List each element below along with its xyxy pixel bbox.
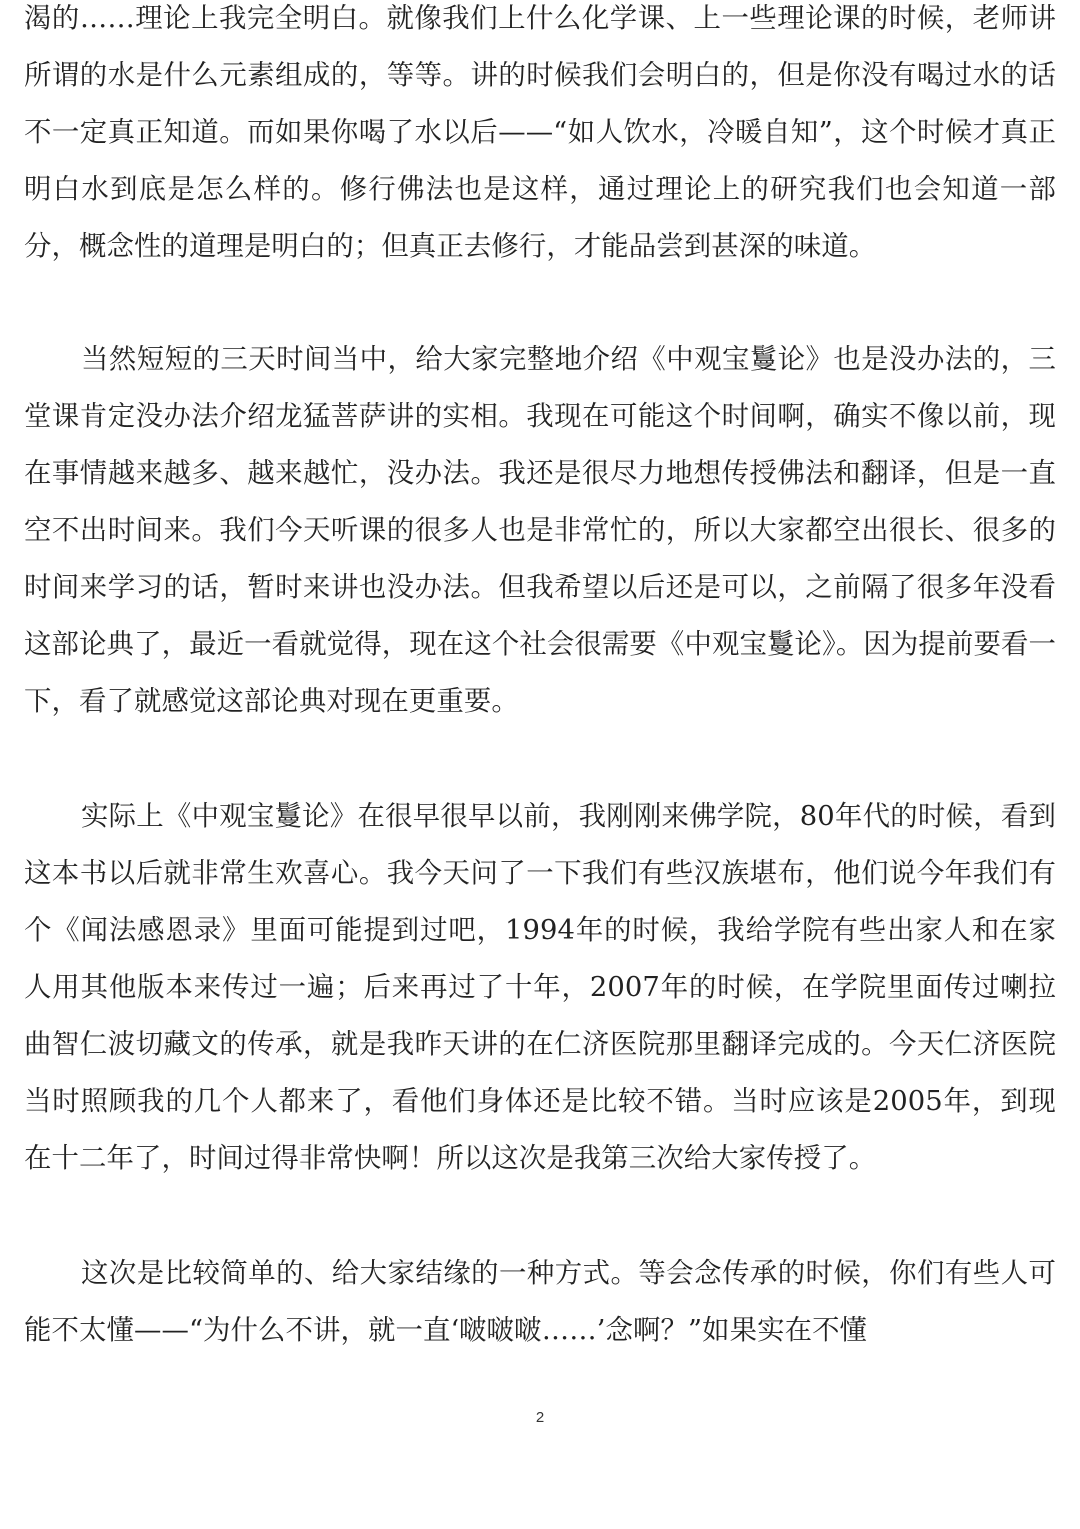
paragraph-spacer	[24, 730, 1056, 787]
page-number: 2	[535, 1409, 545, 1426]
paragraph-spacer	[24, 1187, 1056, 1244]
paragraph-spacer	[24, 275, 1056, 332]
document-body	[24, 0, 1056, 1359]
paragraph-2: 当然短短的三天时间当中，给大家完整地介绍《中观宝鬘论》也是没办法的，三堂课肯定没办法介绍龙猛菩萨讲的实相。我现在可能这个时间啊，确实不像以前，现在事情越来越多、越来越忙，没办法。我还是很尽力地想传授佛法和翻译，但是一直空不出时间来。我们今天听课的很多人也是非常忙的，所以大家都空出很长、很多的时间来学习的话，暂时来讲也没办法。但我希望以后还是可以，之前隔了很多年没看这部论典了，最近一看就觉得，现在这个社会很需要《中观宝鬘论》。因为提前要看一下，看了就感觉这部论典对现在更重要。	[24, 344, 1056, 717]
paragraph-1: 渴的……理论上我完全明白。就像我们上什么化学课、上一些理论课的时候，老师讲所谓的水是什么元素组成的，等等。讲的时候我们会明白的，但是你没有喝过水的话不一定真正知道。而如果你喝了水以后——“如人饮水，冷暖自知”，这个时候才真正明白水到底是怎么样的。修行佛法也是这样，通过理论上的研究我们也会知道一部分，概念性的道理是明白的；但真正去修行，才能品尝到甚深的味道。	[24, 3, 1056, 262]
paragraph-3: 实际上《中观宝鬘论》在很早很早以前，我刚刚来佛学院，80年代的时候，看到这本书以后就非常生欢喜心。我今天问了一下我们有些汉族堪布，他们说今年我们有个《闻法感恩录》里面可能提到过吧，1994年的时候，我给学院有些出家人和在家人用其他版本来传过一遍；后来再过了十年，2007年的时候，在学院里面传过喇拉曲智仁波切藏文的传承，就是我昨天讲的在仁济医院那里翻译完成的。今天仁济医院当时照顾我的几个人都来了，看他们身体还是比较不错。当时应该是2005年，到现在十二年了，时间过得非常快啊！所以这次是我第三次给大家传授了。	[24, 801, 1056, 1174]
paragraph-4: 这次是比较简单的、给大家结缘的一种方式。等会念传承的时候，你们有些人可能不太懂——“为什么不讲，就一直‘啵啵啵……’念啊？”如果实在不懂	[24, 1258, 1056, 1346]
